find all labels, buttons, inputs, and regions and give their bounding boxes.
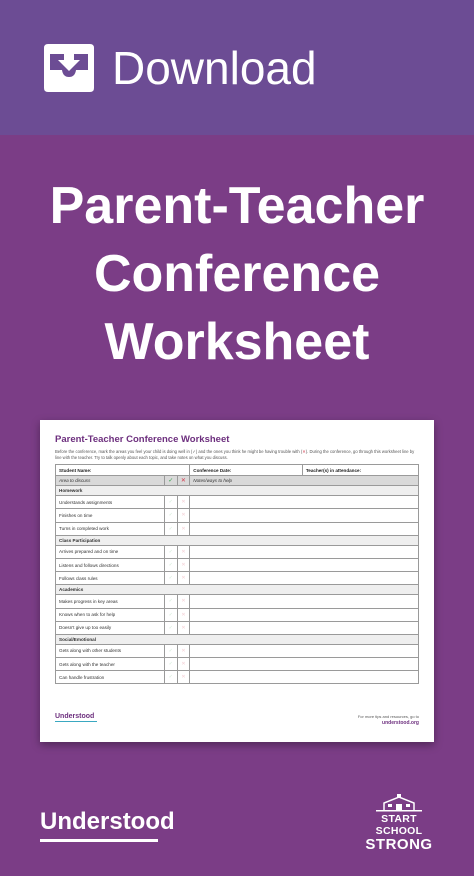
notes-cell xyxy=(190,608,419,621)
conference-date-label: Conference Date: xyxy=(190,465,303,476)
notes-cell xyxy=(190,558,419,571)
sss-line-1: START SCHOOL xyxy=(375,813,423,837)
notes-cell xyxy=(190,572,419,585)
start-school-strong-logo xyxy=(358,794,440,853)
area-cell: Can handle frustration xyxy=(56,671,165,684)
worksheet-table xyxy=(55,464,419,684)
table-row xyxy=(56,522,419,535)
header-row xyxy=(56,465,419,476)
download-label[interactable]: Download xyxy=(112,42,317,94)
x-box-cell xyxy=(177,509,190,522)
notes-column-header: Notes/ways to help xyxy=(190,476,419,486)
x-icon: ✕ xyxy=(181,598,186,605)
title-line: Worksheet xyxy=(104,313,370,371)
area-cell: Gets along with the teacher xyxy=(56,658,165,671)
x-icon: ✕ xyxy=(181,674,186,681)
area-cell: Listens and follows directions xyxy=(56,558,165,571)
table-row xyxy=(56,608,419,621)
area-cell: Finishes on time xyxy=(56,509,165,522)
check-icon: ✓ xyxy=(168,661,173,668)
x-icon: ✕ xyxy=(181,562,186,569)
x-box-cell xyxy=(177,608,190,621)
check-icon: ✓ xyxy=(168,575,173,582)
check-box-cell xyxy=(164,509,177,522)
area-cell: Makes progress in key areas xyxy=(56,595,165,608)
check-box-cell xyxy=(164,496,177,509)
area-cell: Arrives prepared and on time xyxy=(56,545,165,558)
section-title: Social/Emotional xyxy=(56,634,419,644)
title-line: Conference xyxy=(93,245,381,303)
x-icon: ✕ xyxy=(181,548,186,555)
worksheet-footer-logo xyxy=(55,713,97,723)
understood-logo[interactable] xyxy=(40,808,175,836)
intro-text: Before the conference, mark the areas you feel your child is doing well in (✓) and the ones you think he might be having trouble with ( xyxy=(55,449,303,454)
check-box-cell xyxy=(164,671,177,684)
check-box-cell xyxy=(164,595,177,608)
x-icon: ✕ xyxy=(181,611,186,618)
footer-note-text: For more tips and resources, go to xyxy=(357,714,419,719)
check-icon: ✓ xyxy=(168,478,174,485)
check-column-header xyxy=(164,476,177,486)
area-cell: Follows class rules xyxy=(56,572,165,585)
notes-cell xyxy=(190,621,419,634)
x-box-cell xyxy=(177,496,190,509)
table-row xyxy=(56,644,419,657)
footer-url: understood.org xyxy=(382,720,419,726)
check-box-cell xyxy=(164,608,177,621)
x-box-cell xyxy=(177,658,190,671)
x-icon: ✕ xyxy=(181,575,186,582)
section-row xyxy=(56,535,419,545)
table-row xyxy=(56,496,419,509)
x-box-cell xyxy=(177,595,190,608)
check-box-cell xyxy=(164,621,177,634)
x-icon: ✕ xyxy=(180,478,186,485)
x-box-cell xyxy=(177,572,190,585)
table-row xyxy=(56,595,419,608)
x-icon: ✕ xyxy=(181,661,186,668)
x-box-cell xyxy=(177,671,190,684)
check-icon: ✓ xyxy=(168,548,173,555)
section-row xyxy=(56,634,419,644)
x-column-header xyxy=(177,476,190,486)
check-icon: ✓ xyxy=(168,624,173,631)
check-icon: ✓ xyxy=(168,499,173,506)
x-box-cell xyxy=(177,621,190,634)
logo-underline xyxy=(55,721,97,723)
check-box-cell xyxy=(164,572,177,585)
area-cell: Doesn't give up too easily xyxy=(56,621,165,634)
notes-cell xyxy=(190,658,419,671)
x-box-cell xyxy=(177,545,190,558)
area-column-header: Area to discuss xyxy=(56,476,165,486)
worksheet-preview xyxy=(40,420,434,742)
check-box-cell xyxy=(164,658,177,671)
x-mark-icon: ✕ xyxy=(302,449,306,454)
check-box-cell xyxy=(164,558,177,571)
table-row xyxy=(56,621,419,634)
student-name-label: Student Name: xyxy=(56,465,190,476)
x-box-cell xyxy=(177,558,190,571)
notes-cell xyxy=(190,595,419,608)
check-icon: ✓ xyxy=(168,598,173,605)
section-title: Homework xyxy=(56,486,419,496)
notes-cell xyxy=(190,545,419,558)
section-title: Class Participation xyxy=(56,535,419,545)
notes-cell xyxy=(190,509,419,522)
x-icon: ✕ xyxy=(181,512,186,519)
x-icon: ✕ xyxy=(181,525,186,532)
check-box-cell xyxy=(164,522,177,535)
logo-underline xyxy=(40,839,158,842)
logo-text: Understood xyxy=(40,808,175,835)
notes-cell xyxy=(190,522,419,535)
check-box-cell xyxy=(164,644,177,657)
check-icon: ✓ xyxy=(168,512,173,519)
teachers-label: Teacher(s) in attendance: xyxy=(302,465,418,476)
x-box-cell xyxy=(177,522,190,535)
table-row xyxy=(56,545,419,558)
check-icon: ✓ xyxy=(168,562,173,569)
check-icon: ✓ xyxy=(168,611,173,618)
table-row xyxy=(56,509,419,522)
download-tray-icon xyxy=(40,42,98,94)
notes-cell xyxy=(190,496,419,509)
sss-line-2: STRONG xyxy=(365,836,433,853)
footer-logo-text: Understood xyxy=(55,712,95,720)
table-row xyxy=(56,658,419,671)
notes-cell xyxy=(190,644,419,657)
section-title: Academics xyxy=(56,585,419,595)
area-cell: Knows when to ask for help xyxy=(56,608,165,621)
table-row xyxy=(56,558,419,571)
title-line: Parent-Teacher xyxy=(49,177,425,235)
check-icon: ✓ xyxy=(168,525,173,532)
check-icon: ✓ xyxy=(168,647,173,654)
table-row xyxy=(56,671,419,684)
download-banner[interactable] xyxy=(0,0,474,135)
section-row xyxy=(56,486,419,496)
x-box-cell xyxy=(177,644,190,657)
area-cell: Understands assignments xyxy=(56,496,165,509)
notes-cell xyxy=(190,671,419,684)
page-title xyxy=(0,172,474,376)
schoolhouse-icon xyxy=(376,794,422,812)
worksheet-intro xyxy=(55,449,419,460)
x-icon: ✕ xyxy=(181,624,186,631)
check-icon: ✓ xyxy=(168,674,173,681)
worksheet-title: Parent-Teacher Conference Worksheet xyxy=(55,434,230,445)
column-header-row xyxy=(56,476,419,486)
area-cell: Gets along with other students xyxy=(56,644,165,657)
check-box-cell xyxy=(164,545,177,558)
table-row xyxy=(56,572,419,585)
intro-text: ). During the conference, go through this worksheet line by line with the teacher. Try to talk openly about each topic, and take notes on what you discuss. xyxy=(55,449,415,460)
worksheet-footer-note xyxy=(358,714,419,726)
x-icon: ✕ xyxy=(181,647,186,654)
x-icon: ✕ xyxy=(181,499,186,506)
section-row xyxy=(56,585,419,595)
area-cell: Turns in completed work xyxy=(56,522,165,535)
